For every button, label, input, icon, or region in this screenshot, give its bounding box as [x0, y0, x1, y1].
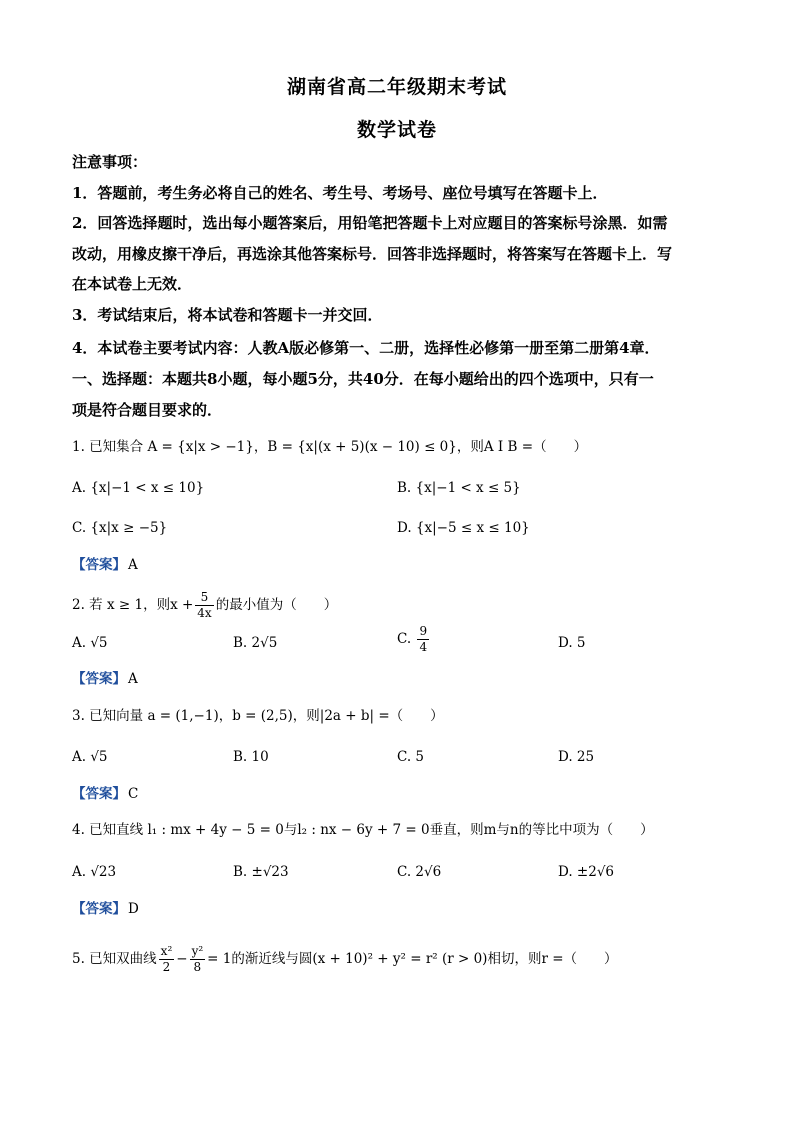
stem-text: 4. 已知直线 [72, 822, 144, 838]
answer-value: C [128, 786, 139, 802]
stem-text: 1. 已知集合 [72, 439, 144, 455]
stem-text: ，则 [143, 597, 171, 613]
stem-text: ， [218, 708, 233, 724]
stem-text: 3. 已知向量 [72, 708, 144, 724]
stem-text: （ ） [533, 439, 588, 455]
question-1-option-c: C. {x|x ≥ −5} [72, 520, 168, 536]
fraction [195, 590, 213, 621]
fraction [190, 944, 206, 975]
question-1-stem [72, 437, 732, 457]
question-4-option-c: C. 2√6 [397, 864, 442, 880]
notice-line: 在本试卷上无效． [72, 275, 193, 293]
answer-tag: 【答案】 [72, 786, 126, 802]
stem-math: r = [541, 951, 564, 967]
fraction-numerator: 5 [195, 590, 213, 606]
stem-math: b = (2,5) [232, 708, 293, 724]
stem-math: n [509, 822, 519, 838]
fraction-denominator: 2 [162, 960, 171, 974]
stem-math: − [176, 951, 188, 967]
fraction [417, 624, 429, 655]
stem-math: x + [170, 597, 194, 613]
answer-value: A [128, 671, 138, 687]
stem-text: ， [253, 439, 268, 455]
notice-line: 2．回答选择题时，选出每小题答案后，用铅笔把答题卡上对应题目的答案标号涂黑．如需 [72, 214, 668, 232]
question-5-stem [72, 944, 732, 975]
fraction-numerator: x² [160, 944, 173, 958]
section-heading: 一、选择题：本题共8小题，每小题5分，共40分．在每小题给出的四个选项中，只有一 [72, 370, 654, 388]
question-4-option-d: D. ±2√6 [558, 864, 615, 880]
stem-text: 的渐近线与圆 [231, 951, 313, 967]
stem-text: ，则 [456, 439, 484, 455]
fraction-numerator: y² [191, 944, 204, 958]
fraction-denominator: 4x [197, 606, 212, 620]
question-3-option-b: B. 10 [233, 749, 269, 765]
question-4-option-b: B. ±√23 [233, 864, 289, 880]
stem-math: A = {x|x > −1} [147, 439, 254, 455]
notice-heading: 注意事项： [72, 153, 148, 171]
stem-text: 与 [496, 822, 510, 838]
fraction-numerator: 9 [419, 624, 428, 638]
question-1-answer [72, 556, 138, 574]
question-2-answer [72, 670, 138, 688]
stem-text: （ ） [563, 951, 618, 967]
notice-line: 3．考试结束后，将本试卷和答题卡一并交回． [72, 306, 383, 324]
stem-math: a = (1,−1) [147, 708, 219, 724]
section-heading-cont: 项是符合题目要求的． [72, 401, 223, 419]
stem-text: 的等比中项为（ ） [518, 822, 654, 838]
stem-math: = 1 [207, 951, 232, 967]
stem-math: x ≥ 1 [106, 597, 144, 613]
stem-math: l₁ : mx + 4y − 5 = 0 [147, 822, 284, 838]
question-2-option-a: A. √5 [72, 635, 108, 651]
fraction [159, 944, 175, 975]
stem-math: A I B = [483, 439, 534, 455]
stem-math: m [483, 822, 497, 838]
question-2-option-d: D. 5 [558, 635, 586, 651]
question-2-stem [72, 590, 732, 621]
fraction-denominator: 4 [419, 640, 428, 654]
stem-math: |2a + b| = [319, 708, 390, 724]
stem-math: l₂ : nx − 6y + 7 = 0 [297, 822, 430, 838]
exam-title: 湖南省高二年级期末考试 [286, 76, 507, 98]
stem-text: 相切，则 [487, 951, 542, 967]
stem-text: 2. 若 [72, 597, 103, 613]
question-3-option-c: C. 5 [397, 749, 425, 765]
notice-line: 改动，用橡皮擦干净后，再选涂其他答案标号．回答非选择题时，将答案写在答题卡上．写 [72, 245, 673, 263]
question-3-option-d: D. 25 [558, 749, 595, 765]
stem-text: 垂直，则 [429, 822, 484, 838]
question-3-stem [72, 706, 732, 726]
exam-subtitle: 数学试卷 [356, 119, 437, 141]
question-2-option-c [397, 624, 431, 655]
stem-text: ，则 [292, 708, 320, 724]
stem-text: 的最小值为（ ） [215, 597, 338, 613]
stem-text: （ ） [389, 708, 444, 724]
stem-math: B = {x|(x + 5)(x − 10) ≤ 0} [267, 439, 457, 455]
stem-text: 与 [283, 822, 298, 838]
question-1-option-b: B. {x|−1 < x ≤ 5} [397, 480, 521, 496]
answer-tag: 【答案】 [72, 557, 126, 573]
notice-line: 4．本试卷主要考试内容：人教A版必修第一、二册，选择性必修第一册至第二册第4章． [72, 339, 660, 357]
question-3-answer [72, 785, 138, 803]
option-label: C. [397, 631, 412, 647]
answer-tag: 【答案】 [72, 901, 126, 917]
question-4-stem [72, 820, 732, 840]
notice-line: 1．答题前，考生务必将自己的姓名、考生号、考场号、座位号填写在答题卡上． [72, 184, 608, 202]
answer-tag: 【答案】 [72, 671, 126, 687]
question-1-option-a: A. {x|−1 < x ≤ 10} [72, 480, 205, 496]
question-4-answer [72, 900, 139, 918]
stem-math: (x + 10)² + y² = r² (r > 0) [312, 951, 488, 967]
stem-text: 5. 已知双曲线 [72, 951, 157, 967]
question-2-option-b: B. 2√5 [233, 635, 278, 651]
answer-value: D [128, 901, 139, 917]
question-4-option-a: A. √23 [72, 864, 117, 880]
answer-value: A [128, 557, 138, 573]
question-1-option-d: D. {x|−5 ≤ x ≤ 10} [397, 520, 530, 536]
fraction-denominator: 8 [193, 960, 202, 974]
question-3-option-a: A. √5 [72, 749, 108, 765]
